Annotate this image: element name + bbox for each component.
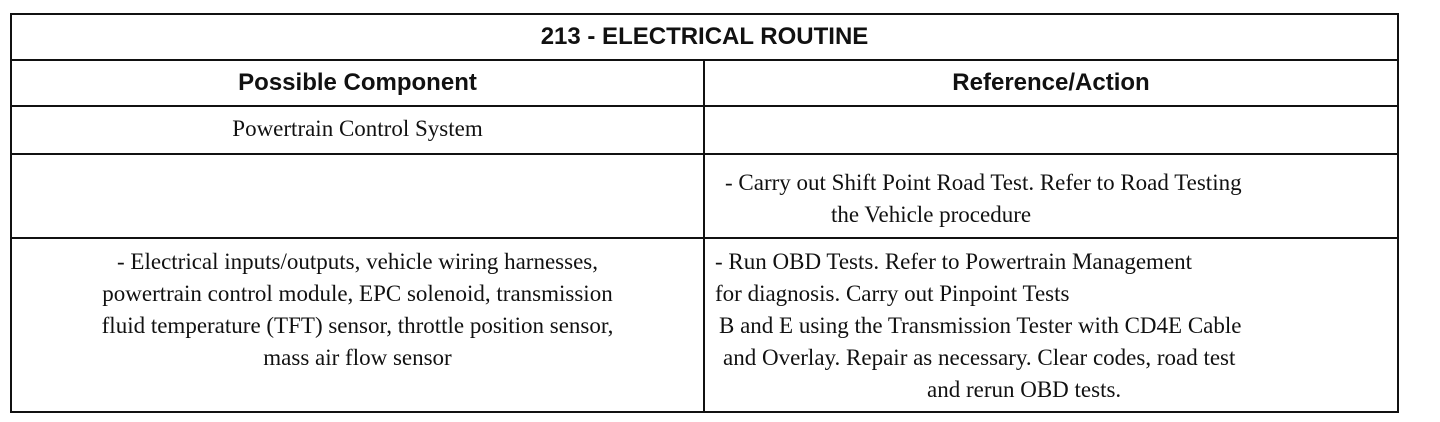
row-3-component-cell [12,239,705,413]
row-2-action [705,155,1397,231]
header-cell-action [705,61,1397,105]
row-2-component [12,155,703,167]
row-1-component-cell [12,107,705,153]
row-2-action-cell [705,155,1397,237]
row-3-action-cell [705,239,1397,413]
row-3-component-line-4: mass air flow sensor [263,345,452,370]
row-2-action-line-1: - Carry out Shift Point Road Test. Refer to Road Testing [725,170,1242,195]
row-2-action-line-2: the Vehicle procedure [831,202,1032,227]
table-row [12,107,1397,155]
header-cell-component [12,61,705,105]
row-3-action-line-3: B and E using the Transmission Tester with CD4E Cable [719,313,1242,338]
row-3-component-line-1: - Electrical inputs/outputs, vehicle wiring harnesses, [117,249,598,274]
header-possible-component: Possible Component [238,69,477,96]
row-3-component [12,239,703,374]
row-3-component-line-3: fluid temperature (TFT) sensor, throttle position sensor, [101,313,614,338]
table-row [12,239,1397,413]
table-title-row [12,15,1397,61]
row-1-action-cell [705,107,1397,153]
row-1-component: Powertrain Control System [232,116,483,141]
row-3-component-line-2: powertrain control module, EPC solenoid, transmission [102,281,613,306]
row-2-component-cell [12,155,705,237]
diagnostic-table [10,13,1399,413]
row-1-action [705,107,1397,113]
row-3-action [705,239,1397,406]
row-3-action-line-4: and Overlay. Repair as necessary. Clear codes, road test [723,345,1236,370]
row-3-action-line-2: for diagnosis. Carry out Pinpoint Tests [715,281,1070,306]
row-3-action-line-5: and rerun OBD tests. [927,377,1122,402]
table-row [12,155,1397,239]
table-header-row [12,61,1397,107]
table-title: 213 - ELECTRICAL ROUTINE [540,23,869,50]
header-reference-action: Reference/Action [952,69,1150,96]
row-3-action-line-1: - Run OBD Tests. Refer to Powertrain Management [715,249,1193,274]
